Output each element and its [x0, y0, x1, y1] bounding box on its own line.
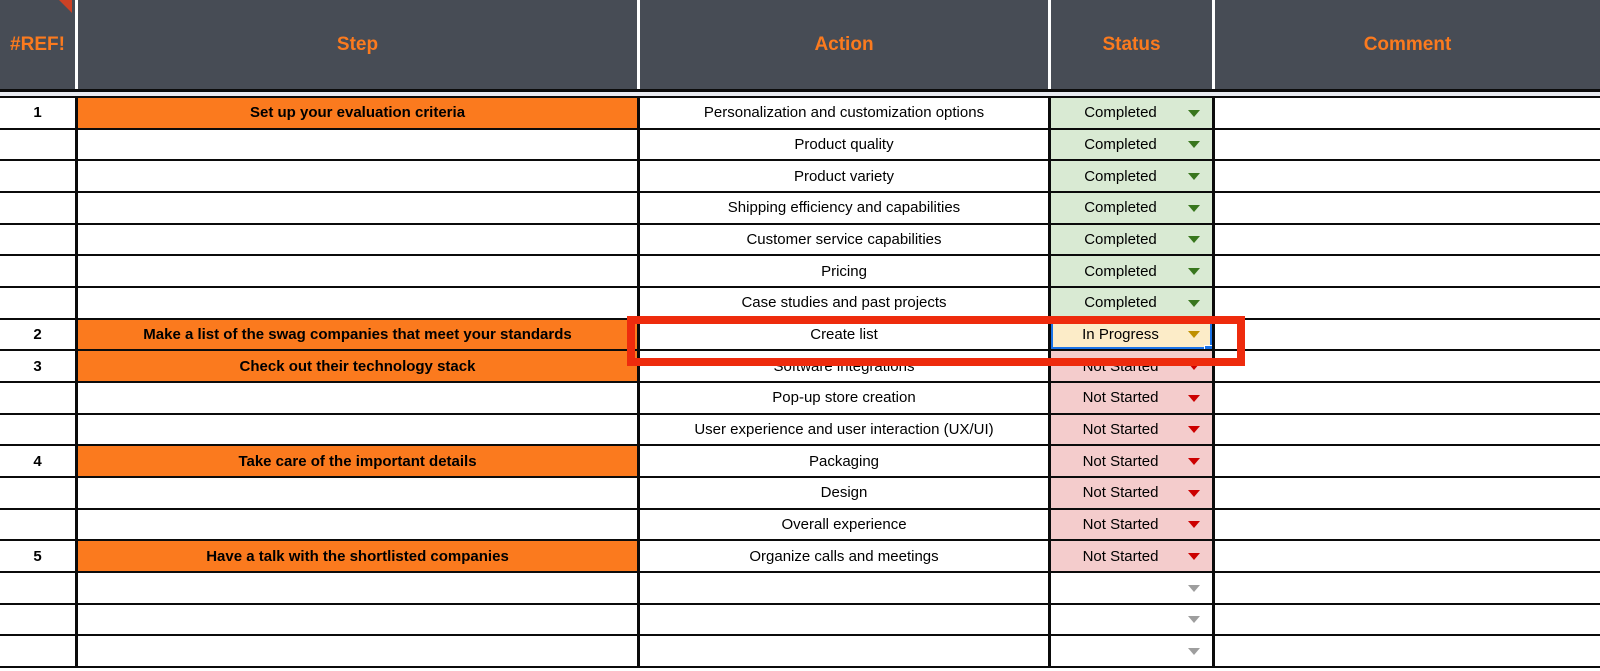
status-label: Completed — [1084, 294, 1157, 312]
comment-cell[interactable] — [1215, 510, 1600, 540]
action-cell[interactable]: User experience and user interaction (UX/UI) — [640, 415, 1051, 445]
dropdown-arrow-icon[interactable] — [1188, 141, 1200, 148]
status-header-label: Status — [1102, 33, 1161, 55]
status-dropdown-cell[interactable] — [1051, 573, 1215, 603]
action-cell[interactable]: Personalization and customization options — [640, 98, 1051, 128]
dropdown-arrow-icon[interactable] — [1188, 300, 1200, 307]
status-label: Not Started — [1082, 357, 1159, 375]
row-number-cell[interactable]: 3 — [0, 351, 78, 381]
status-dropdown-cell[interactable] — [1051, 605, 1215, 635]
row-number-cell[interactable] — [0, 383, 78, 413]
status-dropdown-cell[interactable] — [1051, 478, 1215, 508]
row-number-cell[interactable]: 5 — [0, 541, 78, 571]
table-row — [0, 510, 1600, 542]
table-body — [0, 96, 1600, 668]
comment-cell[interactable] — [1215, 351, 1600, 381]
status-dropdown-cell[interactable] — [1051, 225, 1215, 255]
row-number-cell[interactable] — [0, 193, 78, 223]
status-dropdown-cell[interactable] — [1051, 130, 1215, 160]
header-cell-comment[interactable] — [1215, 0, 1600, 89]
step-cell[interactable] — [78, 415, 640, 445]
action-cell[interactable]: Shipping efficiency and capabilities — [640, 193, 1051, 223]
status-label: Completed — [1084, 199, 1157, 217]
status-label: Completed — [1084, 230, 1157, 248]
action-cell[interactable] — [640, 605, 1051, 635]
dropdown-arrow-icon[interactable] — [1188, 616, 1200, 623]
dropdown-arrow-icon[interactable] — [1188, 553, 1200, 560]
table-row — [0, 541, 1600, 573]
row-number-cell[interactable] — [0, 415, 78, 445]
action-cell[interactable]: Organize calls and meetings — [640, 541, 1051, 571]
table-row — [0, 573, 1600, 605]
row-number-cell[interactable] — [0, 636, 78, 666]
table-row — [0, 636, 1600, 668]
step-cell[interactable] — [78, 478, 640, 508]
comment-cell[interactable] — [1215, 383, 1600, 413]
error-corner-icon — [59, 0, 72, 13]
action-cell[interactable]: Product variety — [640, 161, 1051, 191]
dropdown-arrow-icon[interactable] — [1188, 521, 1200, 528]
action-cell[interactable]: Software integrations — [640, 351, 1051, 381]
comment-cell[interactable] — [1215, 161, 1600, 191]
table-row — [0, 383, 1600, 415]
action-header-label: Action — [814, 33, 874, 55]
step-cell[interactable] — [78, 573, 640, 603]
status-dropdown-cell[interactable] — [1051, 636, 1215, 666]
step-cell[interactable]: Set up your evaluation criteria — [78, 98, 640, 128]
step-cell[interactable] — [78, 161, 640, 191]
step-cell[interactable] — [78, 510, 640, 540]
comment-cell[interactable] — [1215, 573, 1600, 603]
row-number-cell[interactable] — [0, 225, 78, 255]
status-dropdown-cell[interactable] — [1051, 161, 1215, 191]
comment-header-label: Comment — [1363, 33, 1452, 55]
status-label: Not Started — [1082, 452, 1159, 470]
status-dropdown-cell[interactable] — [1051, 383, 1215, 413]
status-label: In Progress — [1082, 325, 1159, 343]
dropdown-arrow-icon[interactable] — [1188, 331, 1200, 338]
table-row — [0, 415, 1600, 447]
row-number-cell[interactable] — [0, 288, 78, 318]
status-dropdown-cell[interactable] — [1051, 320, 1215, 350]
step-cell[interactable] — [78, 288, 640, 318]
step-header-label: Step — [336, 33, 379, 55]
action-cell[interactable]: Pricing — [640, 256, 1051, 286]
action-cell[interactable]: Case studies and past projects — [640, 288, 1051, 318]
row-number-cell[interactable] — [0, 478, 78, 508]
comment-cell[interactable] — [1215, 478, 1600, 508]
comment-cell[interactable] — [1215, 415, 1600, 445]
action-cell[interactable]: Product quality — [640, 130, 1051, 160]
dropdown-arrow-icon[interactable] — [1188, 110, 1200, 117]
comment-cell[interactable] — [1215, 193, 1600, 223]
table-row — [0, 478, 1600, 510]
dropdown-arrow-icon[interactable] — [1188, 458, 1200, 465]
action-cell[interactable]: Create list — [640, 320, 1051, 350]
table-row — [0, 605, 1600, 637]
status-dropdown-cell[interactable] — [1051, 541, 1215, 571]
header-cell-step[interactable] — [78, 0, 640, 89]
status-label: Completed — [1084, 135, 1157, 153]
status-dropdown-cell[interactable] — [1051, 510, 1215, 540]
dropdown-arrow-icon[interactable] — [1188, 490, 1200, 497]
comment-cell[interactable] — [1215, 288, 1600, 318]
status-dropdown-cell[interactable] — [1051, 351, 1215, 381]
comment-cell[interactable] — [1215, 541, 1600, 571]
comment-cell[interactable] — [1215, 256, 1600, 286]
status-label: Completed — [1084, 262, 1157, 280]
header-cell-action[interactable] — [640, 0, 1051, 89]
ref-error-label: #REF! — [10, 33, 65, 55]
action-cell[interactable] — [640, 573, 1051, 603]
action-cell[interactable]: Design — [640, 478, 1051, 508]
dropdown-arrow-icon[interactable] — [1188, 205, 1200, 212]
selection-fill-handle[interactable] — [1204, 345, 1213, 349]
dropdown-arrow-icon[interactable] — [1188, 236, 1200, 243]
action-cell[interactable]: Overall experience — [640, 510, 1051, 540]
action-cell[interactable]: Customer service capabilities — [640, 225, 1051, 255]
step-cell[interactable] — [78, 605, 640, 635]
comment-cell[interactable] — [1215, 98, 1600, 128]
header-cell-ref[interactable] — [0, 0, 78, 89]
status-label: Not Started — [1082, 484, 1159, 502]
status-dropdown-cell[interactable] — [1051, 415, 1215, 445]
dropdown-arrow-icon[interactable] — [1188, 395, 1200, 402]
row-number-cell[interactable] — [0, 256, 78, 286]
status-dropdown-cell[interactable] — [1051, 98, 1215, 128]
status-label: Not Started — [1082, 420, 1159, 438]
step-cell[interactable] — [78, 383, 640, 413]
table-row — [0, 351, 1600, 383]
table-row — [0, 256, 1600, 288]
row-number-cell[interactable] — [0, 605, 78, 635]
comment-cell[interactable] — [1215, 320, 1600, 350]
status-dropdown-cell[interactable] — [1051, 446, 1215, 476]
comment-cell[interactable] — [1215, 446, 1600, 476]
step-cell[interactable] — [78, 225, 640, 255]
table-row — [0, 320, 1600, 352]
dropdown-arrow-icon[interactable] — [1188, 363, 1200, 370]
status-label: Completed — [1084, 104, 1157, 122]
status-label: Not Started — [1082, 547, 1159, 565]
row-number-cell[interactable] — [0, 161, 78, 191]
table-row — [0, 98, 1600, 130]
row-number-cell[interactable] — [0, 510, 78, 540]
status-label: Completed — [1084, 167, 1157, 185]
header-row — [0, 0, 1600, 92]
row-number-cell[interactable]: 2 — [0, 320, 78, 350]
step-cell[interactable] — [78, 130, 640, 160]
table-row — [0, 225, 1600, 257]
dropdown-arrow-icon[interactable] — [1188, 268, 1200, 275]
step-cell[interactable] — [78, 193, 640, 223]
step-cell[interactable] — [78, 636, 640, 666]
comment-cell[interactable] — [1215, 636, 1600, 666]
action-cell[interactable] — [640, 636, 1051, 666]
table-row — [0, 193, 1600, 225]
status-dropdown-cell[interactable] — [1051, 256, 1215, 286]
row-number-cell[interactable] — [0, 130, 78, 160]
action-cell[interactable]: Packaging — [640, 446, 1051, 476]
step-cell[interactable] — [78, 256, 640, 286]
action-cell[interactable]: Pop-up store creation — [640, 383, 1051, 413]
row-number-cell[interactable] — [0, 573, 78, 603]
comment-cell[interactable] — [1215, 605, 1600, 635]
table-row — [0, 130, 1600, 162]
row-number-cell[interactable]: 4 — [0, 446, 78, 476]
step-cell[interactable]: Check out their technology stack — [78, 351, 640, 381]
dropdown-arrow-icon[interactable] — [1188, 173, 1200, 180]
status-dropdown-cell[interactable] — [1051, 193, 1215, 223]
header-cell-status[interactable] — [1051, 0, 1215, 89]
comment-cell[interactable] — [1215, 130, 1600, 160]
step-cell[interactable]: Have a talk with the shortlisted companies — [78, 541, 640, 571]
table-row — [0, 446, 1600, 478]
comment-cell[interactable] — [1215, 225, 1600, 255]
status-label: Not Started — [1082, 515, 1159, 533]
step-cell[interactable]: Make a list of the swag companies that meet your standards — [78, 320, 640, 350]
dropdown-arrow-icon[interactable] — [1188, 648, 1200, 655]
step-cell[interactable]: Take care of the important details — [78, 446, 640, 476]
dropdown-arrow-icon[interactable] — [1188, 585, 1200, 592]
status-dropdown-cell[interactable] — [1051, 288, 1215, 318]
table-row — [0, 288, 1600, 320]
row-number-cell[interactable]: 1 — [0, 98, 78, 128]
status-label: Not Started — [1082, 389, 1159, 407]
table-row — [0, 161, 1600, 193]
dropdown-arrow-icon[interactable] — [1188, 426, 1200, 433]
